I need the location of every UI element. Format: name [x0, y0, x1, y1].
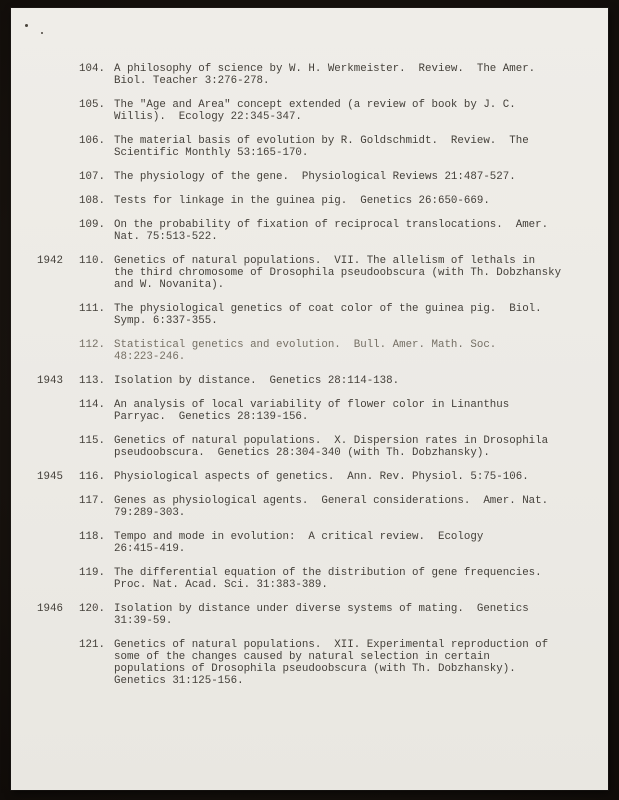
entry-text: [114, 171, 594, 183]
entry-text: [114, 99, 594, 123]
bib-entry: [37, 603, 594, 627]
entry-text-line: The physiology of the gene. Physiological Reviews 21:487-527.: [114, 171, 516, 183]
entry-text: [114, 603, 594, 627]
entry-text: [114, 135, 594, 159]
entry-text: [114, 435, 594, 459]
entry-text-line: Genetics of natural populations. X. Dispersion rates in Drosophila: [114, 435, 549, 447]
entry-year: 1946: [37, 603, 63, 615]
paper-speck: [25, 24, 28, 27]
entry-text: [114, 195, 594, 207]
bib-entry: [37, 339, 594, 363]
paper-speck: [41, 32, 43, 34]
entry-number: 105.: [79, 99, 105, 111]
entry-text-line: and W. Novanita).: [114, 279, 225, 291]
entry-number: 104.: [79, 63, 105, 75]
entry-number: 111.: [79, 303, 105, 315]
bib-entry: [37, 531, 594, 555]
bibliography-list: [11, 63, 594, 699]
entry-year: [37, 99, 79, 123]
entry-text: [114, 303, 594, 327]
entry-text-line: Proc. Nat. Acad. Sci. 31:383-389.: [114, 579, 328, 591]
entry-year: [37, 219, 79, 243]
entry-number: 106.: [79, 135, 105, 147]
entry-text-line: Genes as physiological agents. General considerations. Amer. Nat.: [114, 495, 549, 507]
entry-text-line: Statistical genetics and evolution. Bull. Amer. Math. Soc.: [114, 339, 497, 351]
bib-entry: [37, 399, 594, 423]
entry-text-line: pseudoobscura. Genetics 28:304-340 (with Th. Dobzhansky).: [114, 447, 490, 459]
entry-text-line: Isolation by distance under diverse systems of mating. Genetics: [114, 603, 529, 615]
entry-text-line: Nat. 75:513-522.: [114, 231, 218, 243]
entry-number: 116.: [79, 471, 105, 483]
entry-text-line: 26:415-419.: [114, 543, 186, 555]
entry-text: [114, 471, 594, 483]
entry-year: 1943: [37, 375, 63, 387]
entry-year: [37, 63, 79, 87]
bib-entry: [37, 435, 594, 459]
bib-entry: [37, 195, 594, 207]
entry-text: [114, 639, 594, 687]
entry-text-line: Scientific Monthly 53:165-170.: [114, 147, 309, 159]
entry-number: 113.: [79, 375, 105, 387]
bib-entry: [37, 471, 594, 483]
entry-number: 119.: [79, 567, 105, 579]
entry-number: 110.: [79, 255, 105, 267]
bib-entry: [37, 63, 594, 87]
entry-text-line: 79:289-303.: [114, 507, 186, 519]
entry-text: [114, 219, 594, 243]
entry-text-line: On the probability of fixation of reciprocal translocations. Amer.: [114, 219, 549, 231]
bib-entry: [37, 255, 594, 291]
entry-text-line: Genetics of natural populations. XII. Experimental reproduction of: [114, 639, 549, 651]
entry-text-line: Genetics of natural populations. VII. The allelism of lethals in: [114, 255, 536, 267]
entry-text-line: The differential equation of the distribution of gene frequencies.: [114, 567, 542, 579]
entry-text: [114, 255, 594, 291]
entry-text-line: Tempo and mode in evolution: A critical review. Ecology: [114, 531, 484, 543]
entry-text: [114, 63, 594, 87]
entry-number: 112.: [79, 339, 105, 351]
entry-year: [37, 495, 79, 519]
entry-year: 1945: [37, 471, 63, 483]
entry-year: [37, 171, 79, 183]
bib-entry: [37, 171, 594, 183]
entry-year: [37, 303, 79, 327]
entry-text-line: Physiological aspects of genetics. Ann. Rev. Physiol. 5:75-106.: [114, 471, 529, 483]
entry-year: 1942: [37, 255, 63, 267]
entry-text-line: Symp. 6:337-355.: [114, 315, 218, 327]
entry-text-line: Biol. Teacher 3:276-278.: [114, 75, 270, 87]
entry-text-line: populations of Drosophila pseudoobscura (with Th. Dobzhansky).: [114, 663, 516, 675]
entry-year: [37, 399, 79, 423]
entry-year: [37, 339, 79, 363]
entry-year: [37, 531, 79, 555]
bib-entry: [37, 567, 594, 591]
bib-entry: [37, 99, 594, 123]
entry-number: 120.: [79, 603, 105, 615]
entry-text-line: The "Age and Area" concept extended (a review of book by J. C.: [114, 99, 516, 111]
entry-year: [37, 567, 79, 591]
entry-text: [114, 531, 594, 555]
entry-text-line: The physiological genetics of coat color of the guinea pig. Biol.: [114, 303, 542, 315]
entry-text-line: Tests for linkage in the guinea pig. Genetics 26:650-669.: [114, 195, 490, 207]
entry-number: 109.: [79, 219, 105, 231]
entry-text: [114, 375, 594, 387]
entry-text: [114, 567, 594, 591]
entry-year: [37, 639, 79, 687]
bib-entry: [37, 135, 594, 159]
entry-text-line: Willis). Ecology 22:345-347.: [114, 111, 302, 123]
entry-text-line: A philosophy of science by W. H. Werkmeister. Review. The Amer.: [114, 63, 536, 75]
bib-entry: [37, 219, 594, 243]
entry-year: [37, 135, 79, 159]
entry-number: 115.: [79, 435, 105, 447]
entry-text-line: An analysis of local variability of flower color in Linanthus: [114, 399, 510, 411]
entry-text-line: the third chromosome of Drosophila pseudoobscura (with Th. Dobzhansky: [114, 267, 562, 279]
entry-number: 108.: [79, 195, 105, 207]
entry-number: 121.: [79, 639, 105, 651]
entry-text-line: Genetics 31:125-156.: [114, 675, 244, 687]
entry-number: 118.: [79, 531, 105, 543]
entry-number: 114.: [79, 399, 105, 411]
entry-number: 107.: [79, 171, 105, 183]
bib-entry: [37, 375, 594, 387]
document-page: [11, 8, 608, 790]
entry-text: [114, 495, 594, 519]
entry-text-line: 31:39-59.: [114, 615, 173, 627]
entry-text: [114, 399, 594, 423]
bib-entry: [37, 495, 594, 519]
entry-number: 117.: [79, 495, 105, 507]
entry-text-line: 48:223-246.: [114, 351, 186, 363]
bib-entry: [37, 639, 594, 687]
entry-text-line: some of the changes caused by natural selection in certain: [114, 651, 490, 663]
entry-text-line: The material basis of evolution by R. Goldschmidt. Review. The: [114, 135, 529, 147]
entry-text-line: Parryac. Genetics 28:139-156.: [114, 411, 309, 423]
entry-year: [37, 435, 79, 459]
bib-entry: [37, 303, 594, 327]
entry-text-line: Isolation by distance. Genetics 28:114-138.: [114, 375, 400, 387]
entry-text: [114, 339, 594, 363]
entry-year: [37, 195, 79, 207]
